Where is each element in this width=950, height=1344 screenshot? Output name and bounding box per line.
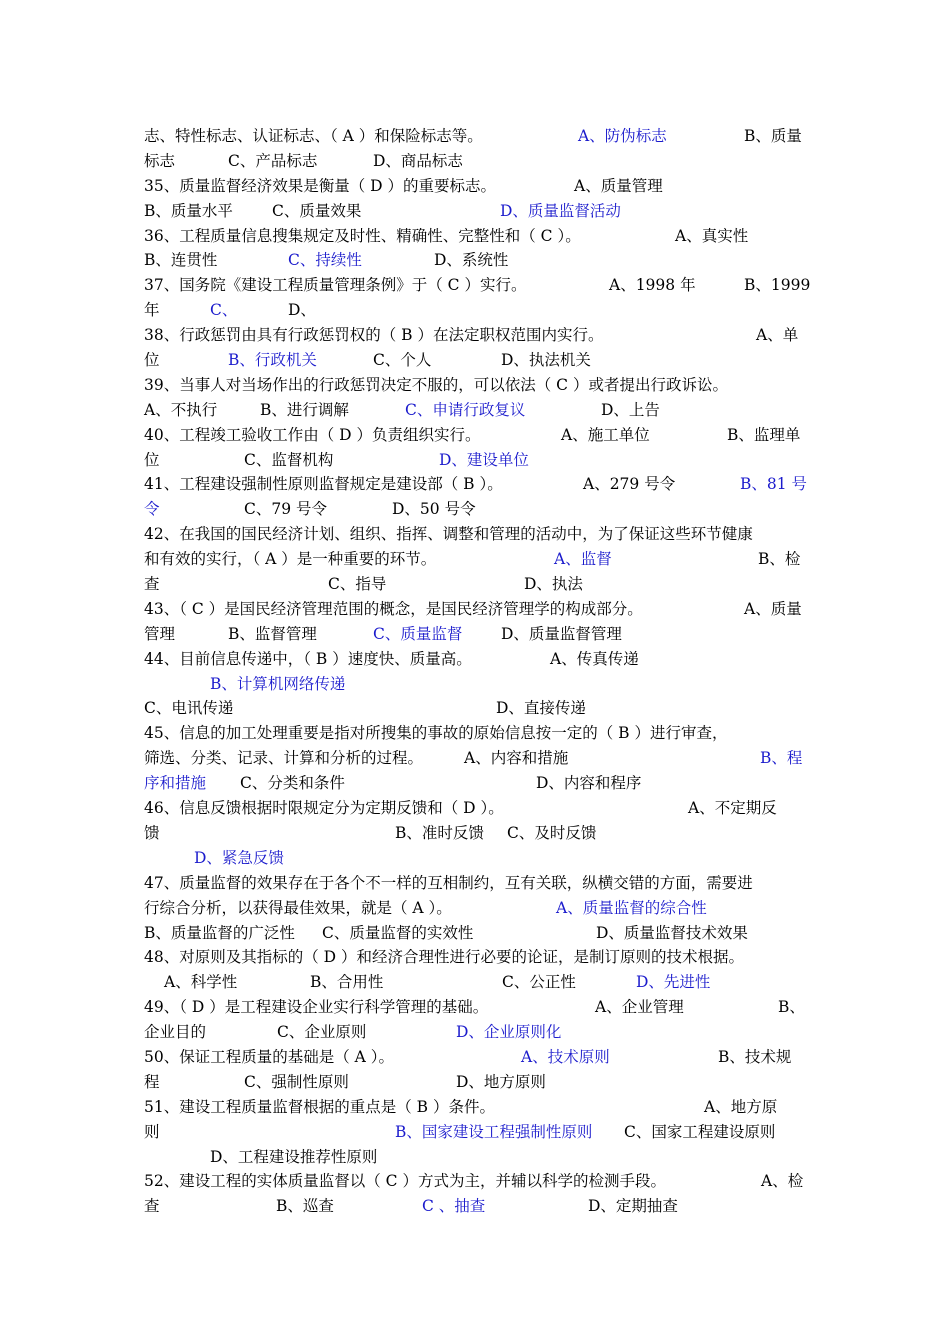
text-segment: D、商品标志: [373, 151, 463, 170]
text-line: [144, 174, 808, 199]
text-segment: C、指导: [328, 575, 387, 594]
answer-text: A、技术原则: [521, 1047, 610, 1066]
text-segment: A、不执行: [144, 400, 218, 419]
text-line: [144, 622, 808, 647]
text-segment: 36、工程质量信息搜集规定及时性、精确性、完整性和（ C ）。: [144, 226, 581, 245]
text-segment: C、强制性原则: [244, 1072, 349, 1091]
text-segment: B、: [778, 998, 805, 1017]
text-segment: C、产品标志: [228, 151, 318, 170]
text-segment: D、定期抽查: [588, 1197, 678, 1216]
text-segment: A、真实性: [675, 226, 749, 245]
text-segment: 查: [144, 575, 160, 594]
text-line: [144, 1194, 808, 1219]
text-segment: C、企业原则: [277, 1023, 367, 1042]
text-segment: C、79 号令: [244, 500, 328, 519]
text-line: [144, 348, 808, 373]
answer-text: D、先进性: [636, 973, 711, 992]
text-line: [144, 199, 808, 224]
text-line: [144, 945, 808, 970]
text-segment: B、巡查: [276, 1197, 334, 1216]
answer-text: B、81 号: [740, 475, 808, 494]
text-segment: 位: [144, 450, 160, 469]
text-segment: C、公正性: [502, 973, 576, 992]
text-segment: 43、（ C ）是国民经济管理范围的概念，是国民经济管理学的构成部分。: [144, 599, 643, 618]
text-segment: 45、信息的加工处理重要是指对所搜集的事故的原始信息按一定的（ B ）进行审查，: [144, 724, 728, 743]
text-segment: A、地方原: [704, 1097, 778, 1116]
text-line: [144, 1095, 808, 1120]
text-segment: 志、特性标志、认证标志、（ A ）和保险标志等。: [144, 127, 483, 145]
text-segment: 44、目前信息传递中，（ B ）速度快、质量高。: [144, 649, 472, 668]
text-segment: B、1999: [744, 276, 811, 295]
text-line: [144, 696, 808, 721]
text-line: [144, 771, 808, 796]
text-segment: A、科学性: [164, 973, 238, 992]
answer-text: D、紧急反馈: [194, 848, 284, 867]
text-segment: 52、建设工程的实体质量监督以（ C ）方式为主，并辅以科学的检测手段。: [144, 1172, 666, 1191]
text-segment: A、质量管理: [574, 176, 663, 195]
text-line: [144, 248, 808, 273]
answer-text: A、防伪标志: [578, 127, 667, 145]
text-segment: D、直接传递: [496, 699, 586, 718]
text-line: [144, 721, 808, 746]
text-line: [144, 423, 808, 448]
text-line: [144, 124, 808, 149]
text-segment: D、: [288, 301, 316, 320]
text-segment: D、50 号令: [392, 500, 476, 519]
text-segment: B、质量: [744, 127, 802, 145]
text-segment: B、合用性: [310, 973, 384, 992]
text-segment: C、电讯传递: [144, 699, 234, 718]
text-segment: B、监督管理: [228, 624, 317, 643]
text-segment: 41、工程建设强制性原则监督规定是建设部（ B ）。: [144, 475, 503, 494]
text-line: [144, 796, 808, 821]
text-line: [144, 871, 808, 896]
text-segment: C、分类和条件: [240, 774, 345, 793]
text-segment: A、质量: [744, 599, 802, 618]
text-segment: B、监理单: [727, 425, 801, 444]
text-line: [144, 746, 808, 771]
text-line: [144, 995, 808, 1020]
text-line: [144, 1070, 808, 1095]
text-segment: 查: [144, 1197, 160, 1216]
text-segment: 则: [144, 1122, 160, 1141]
text-segment: 50、保证工程质量的基础是（ A ）。: [144, 1047, 395, 1066]
text-segment: A、检: [761, 1172, 804, 1191]
text-segment: D、地方原则: [456, 1072, 546, 1091]
text-segment: 年: [144, 301, 160, 320]
text-segment: B、质量监督的广泛性: [144, 923, 295, 942]
answer-text: A、监督: [554, 550, 612, 569]
text-segment: B、进行调解: [260, 400, 349, 419]
text-segment: D、系统性: [434, 251, 509, 270]
text-segment: 35、质量监督经济效果是衡量（ D ）的重要标志。: [144, 176, 497, 195]
text-segment: C、及时反馈: [507, 823, 597, 842]
text-line: [144, 1145, 808, 1170]
text-line: [144, 547, 808, 572]
text-segment: C、监督机构: [244, 450, 334, 469]
text-segment: D、上告: [601, 400, 660, 419]
text-segment: C、国家工程建设原则: [624, 1122, 776, 1141]
text-line: [144, 572, 808, 597]
text-segment: D、质量监督管理: [501, 624, 622, 643]
answer-text: C、持续性: [288, 251, 362, 270]
text-line: [144, 323, 808, 348]
text-line: [144, 896, 808, 921]
answer-text: C、: [210, 301, 238, 320]
text-line: [144, 273, 811, 298]
text-line: [144, 846, 808, 871]
text-segment: 47、质量监督的效果存在于各个不一样的互相制约，互有关联，纵横交错的方面，需要进: [144, 873, 753, 892]
answer-text: C、申请行政复议: [405, 400, 526, 419]
text-segment: 和有效的实行，（ A ）是一种重要的环节。: [144, 550, 437, 569]
answer-text: D、建设单位: [439, 450, 529, 469]
answer-text: B、计算机网络传递: [210, 674, 346, 693]
text-line: [144, 597, 808, 622]
text-segment: 46、信息反馈根据时限规定分为定期反馈和（ D ）。: [144, 799, 504, 818]
text-line: [144, 497, 808, 522]
text-line: [144, 1020, 808, 1045]
text-segment: 企业目的: [144, 1023, 207, 1042]
text-segment: A、传真传递: [550, 649, 639, 668]
text-segment: 48、对原则及其指标的（ D ）和经济合理性进行必要的论证，是制订原则的技术根据。: [144, 948, 745, 967]
text-segment: 40、工程竣工验收工作由（ D ）负责组织实行。: [144, 425, 481, 444]
text-line: [144, 298, 808, 323]
text-segment: B、质量水平: [144, 201, 233, 220]
text-segment: A、不定期反: [688, 799, 777, 818]
text-segment: A、内容和措施: [464, 749, 569, 768]
text-line: [144, 373, 808, 398]
text-line: [144, 1169, 808, 1194]
text-segment: 馈: [144, 823, 160, 842]
text-line: [144, 921, 808, 946]
text-segment: C、质量监督的实效性: [322, 923, 474, 942]
text-segment: 程: [144, 1072, 160, 1091]
answer-text: 令: [144, 500, 160, 519]
text-segment: B、连贯性: [144, 251, 218, 270]
text-segment: C、质量效果: [272, 201, 362, 220]
text-segment: 38、行政惩罚由具有行政惩罚权的（ B ）在法定职权范围内实行。: [144, 326, 604, 345]
text-segment: D、执法: [524, 575, 583, 594]
text-segment: A、1998 年: [609, 276, 696, 295]
text-segment: B、技术规: [718, 1047, 792, 1066]
text-line: [144, 1045, 808, 1070]
text-segment: A、单: [756, 326, 799, 345]
text-line: [144, 647, 808, 672]
text-segment: 行综合分析，以获得最佳效果，就是（ A ）。: [144, 898, 452, 917]
text-segment: B、检: [758, 550, 801, 569]
text-segment: D、内容和程序: [536, 774, 642, 793]
answer-text: C 、抽查: [422, 1197, 486, 1216]
answer-text: B、程: [760, 749, 803, 768]
text-segment: D、执法机关: [501, 351, 591, 370]
text-line: [144, 448, 808, 473]
text-segment: 筛选、分类、记录、计算和分析的过程。: [144, 749, 424, 768]
text-line: [144, 672, 808, 697]
text-segment: 42、在我国的国民经济计划、组织、指挥、调整和管理的活动中，为了保证这些环节健康: [144, 525, 753, 544]
text-line: [144, 224, 808, 249]
text-segment: 37、国务院《建设工程质量管理条例》于（ C ）实行。: [144, 276, 527, 295]
text-line: [144, 821, 808, 846]
answer-text: B、行政机关: [228, 351, 317, 370]
text-line: [144, 149, 808, 174]
text-segment: D、质量监督技术效果: [596, 923, 748, 942]
answer-text: D、质量监督活动: [500, 201, 621, 220]
text-segment: B、准时反馈: [395, 823, 484, 842]
text-segment: 39、当事人对当场作出的行政惩罚决定不服的，可以依法（ C ）或者提出行政诉讼。: [144, 375, 728, 394]
text-line: [144, 970, 808, 995]
text-segment: A、施工单位: [561, 425, 650, 444]
text-segment: 标志: [144, 151, 176, 170]
text-segment: A、企业管理: [595, 998, 684, 1017]
text-segment: 位: [144, 351, 160, 370]
text-line: [144, 398, 808, 423]
text-segment: D、工程建设推荐性原则: [210, 1147, 378, 1166]
answer-text: B、国家建设工程强制性原则: [395, 1122, 593, 1141]
text-segment: 管理: [144, 624, 176, 643]
document-page: [144, 124, 811, 1219]
answer-text: A、质量监督的综合性: [556, 898, 707, 917]
answer-text: C、质量监督: [373, 624, 463, 643]
text-segment: 51、建设工程质量监督根据的重点是（ B ）条件。: [144, 1097, 495, 1116]
text-segment: C、个人: [373, 351, 432, 370]
answer-text: D、企业原则化: [456, 1023, 562, 1042]
text-line: [144, 472, 808, 497]
answer-text: 序和措施: [144, 774, 207, 793]
text-segment: 49、（ D ）是工程建设企业实行科学管理的基础。: [144, 998, 489, 1017]
text-line: [144, 522, 808, 547]
text-line: [144, 1120, 808, 1145]
text-segment: A、279 号令: [583, 475, 676, 494]
